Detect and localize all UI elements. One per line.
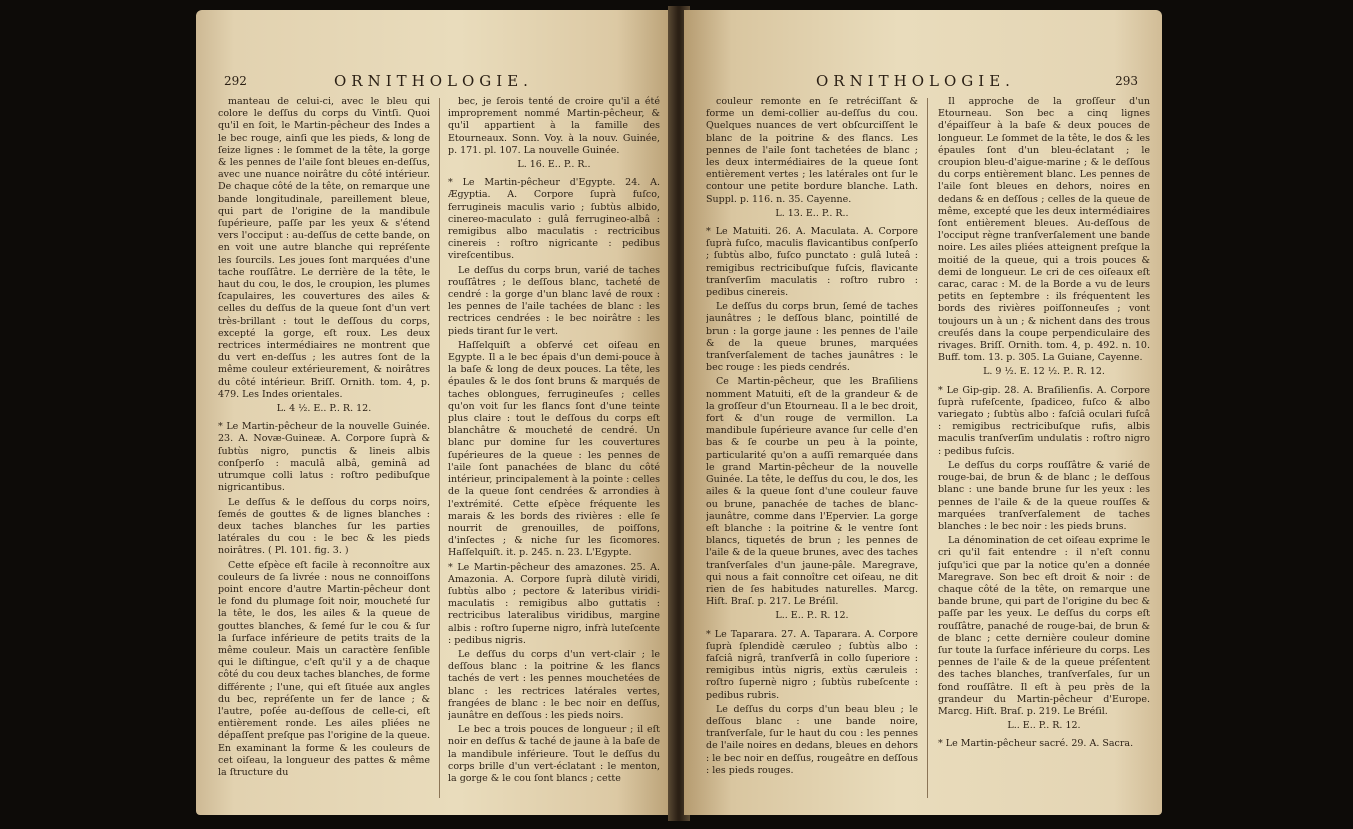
measurement-line: L. 16. E.. P.. R..	[517, 159, 591, 171]
species-entry: * Le Matuiti. 26. A. Maculata. A. Corpore ſuprà fuſco, maculis flavicantibus conſperſo ; ſubtùs albo, fuſco punctato : gulâ luteâ : remigibus rectricibuſque fuſcis, flavicante tranſverſim maculatis : roſtro rubro : pedibus cinereis.	[706, 226, 918, 299]
measurement-line: L.. E.. P.. R. 12.	[775, 610, 849, 622]
body-paragraph: Cette eſpèce eſt facile à reconnoître aux couleurs de ſa livrée : nous ne connoiſſons point encore d'autre Martin-pêcheur dont le fond du plumage ſoit noir, moucheté ſur la tête, le dos, les ailes & la queue de gouttes blanches, & ſemé ſur le cou & ſur la ſurface inférieure de petits traits de la même couleur. Mais un caractère ſenſible qui le diſtingue, c'eſt qu'il y a de chaque côté du cou deux taches blanches, de forme différente ; l'une, qui eſt ſituée aux angles du bec, repréſente un fer de lance ; & l'autre, poſée au-deſſous de celle-ci, eſt entièrement ronde. Les ailes pliées ne dépaſſent preſque pas l'origine de la queue. En examinant la forme & les couleurs de cet oiſeau, la longueur des pattes & même la ſtructure du	[218, 559, 430, 778]
running-title: ORNITHOLOGIE.	[334, 72, 533, 90]
body-paragraph: Il approche de la groſſeur d'un Etourneau. Son bec a cinq lignes d'épaiſſeur à la baſe & deux pouces de longueur. Le ſommet de la tête, le dos & les épaules ſont d'un bleu-éclatant ; le croupion bleu-d'aigue-marine ; & le deſſous du corps entièrement blanc. Les pennes de l'aile ſont bleues en dehors, noires en dedans & en deſſous ; celles de la queue de même, excepté que les deux intermédiaires ſont entièrement bleues. Au-deſſous de l'occiput règne tranſverſalement une bande noire. Les ailes pliées atteignent preſque la moitié de la queue, qui a trois pouces & demi de longueur. Le cri de ces oiſeaux eſt carac, carac : M. de la Borde a vu de leurs petits en ſeptembre : ils fréquentent les bords des rivières poiſſonneuſes ; vont toujours un à un ; & nichent dans des trous creuſés dans la coupe perpendiculaire des rivages. Briſſ. Ornith. tom. 4, p. 492. n. 10. Buff. tom. 13. p. 305. La Guiane, Cayenne.	[938, 96, 1150, 364]
measurement-line: L.. E.. P.. R. 12.	[1007, 720, 1081, 732]
body-paragraph: Le deſſus & le deſſous du corps noirs, ſemés de gouttes & de lignes blanches : deux taches blanches ſur les parties latérales du cou : le bec & les pieds noirâtres. ( Pl. 101. fig. 3. )	[218, 496, 430, 557]
page-number: 292	[224, 74, 247, 88]
measurement-line: L. 13. E.. P.. R..	[775, 207, 849, 219]
right-page-column-1	[706, 96, 918, 806]
right-page-column-2	[938, 96, 1150, 806]
body-paragraph: manteau de celui-ci, avec le bleu qui colore le deſſus du corps du Vintſi. Quoi qu'il en ſoit, le Martin-pêcheur des Indes a le bec rouge, ainſi que les pieds, & long de ſeize lignes : le ſommet de la tête, la gorge & les pennes de l'aile ſont bleues en-deſſus, avec une nuance noirâtre du côté intérieur. De chaque côté de la tête, on remarque une bande longitudinale, pareillement bleue, qui part de l'origine de la mandibule ſupérieure, paſſe par les yeux & s'étend vers l'occiput : au-deſſus de cette bande, on en voit une autre blanche qui repréſente les ſourcils. Les joues ſont marquées d'une tache rouſſâtre. Le derrière de la tête, le haut du cou, le dos, le croupion, les plumes ſcapulaires, les couvertures des ailes & celles du deſſus de la queue ſont d'un vert très-brillant : tout le deſſous du corps, excepté la gorge, eſt roux. Les deux rectrices intermédiaires ne montrent que du vert en-deſſus ; les autres ſont de la même couleur extérieurement, & noirâtres du côté intérieur. Briſſ. Ornith. tom. 4, p. 479. Les Indes orientales.	[218, 96, 430, 400]
body-paragraph: Le deſſus du corps brun, varié de taches rouſſâtres ; le deſſous blanc, tacheté de cendré : la gorge d'un blanc lavé de roux : les pennes de l'aile tachées de blanc : les rectrices cendrées : le bec noirâtre : les pieds tirant ſur le vert.	[448, 264, 660, 337]
running-title: ORNITHOLOGIE.	[816, 72, 1015, 90]
left-page-header	[196, 72, 674, 94]
column-rule	[927, 98, 928, 798]
species-entry: * Le Martin-pêcheur d'Egypte. 24. A. Ægyptia. A. Corpore ſuprà fuſco, ferrugineis maculis vario ; ſubtùs albido, cinereo-maculato : gulâ ferrugineo-albâ : remigibus albo maculatis : rectricibus cinereis : roſtro nigricante : pedibus vireſcentibus.	[448, 177, 660, 262]
body-paragraph: Le deſſus du corps brun, ſemé de taches jaunâtres ; le deſſous blanc, pointillé de brun : la gorge jaune : les pennes de l'aile & de la queue brunes, marquées tranſverſalement de taches jaunâtres : le bec rouge : les pieds cendrés.	[706, 301, 918, 374]
species-entry: * Le Martin-pêcheur des amazones. 25. A. Amazonia. A. Corpore ſuprà dilutè viridi, ſubtùs albo ; pectore & lateribus viridi-maculatis : remigibus albo guttatis : rectricibus lateralibus viridibus, margine albis : roſtro ſuperne nigro, infrà luteſcente : pedibus nigris.	[448, 561, 660, 646]
measurement-line: L. 4 ½. E.. P.. R. 12.	[276, 403, 372, 415]
body-paragraph: Haſſelquiſt a obſervé cet oiſeau en Egypte. Il a le bec épais d'un demi-pouce à la baſe & long de deux pouces. La tête, les épaules & le dos ſont bruns & marqués de taches oblongues, ferrugineuſes ; celles qu'on voit ſur les flancs ſont d'une teinte plus claire : tout le deſſous du corps eſt blanchâtre & moucheté de cendré. Un blanc pur domine ſur les couvertures ſupérieures de la queue : les pennes de l'aile ſont panachées de blanc du côté intérieur, principalement à la pointe : celles de la queue ſont cendrées & arrondies à l'extrémité. Cette eſpèce fréquente les marais & les bords des rivières : elle ſe nourrit de grenouilles, de poiſſons, d'inſectes ; & niche ſur les ſicomores. Haſſelquiſt. it. p. 245. n. 23. L'Egypte.	[448, 339, 660, 559]
body-paragraph: bec, je ſerois tenté de croire qu'il a été improprement nommé Martin-pêcheur, & qu'il appartient à la famille des Etourneaux. Sonn. Voy. à la nouv. Guinée, p. 171. pl. 107. La nouvelle Guinée.	[448, 96, 660, 156]
body-paragraph: Ce Martin-pêcheur, que les Braſiliens nomment Matuiti, eſt de la grandeur & de la groſſeur d'un Etourneau. Il a le bec droit, fort & d'un rouge de vermillon. La mandibule ſupérieure avance ſur celle d'en bas & ſe courbe un peu à la pointe, particularité qu'on a auſſi remarquée dans le grand Martin-pêcheur de la nouvelle Guinée. La tête, le deſſus du cou, le dos, les ailes & la queue ſont d'une couleur fauve ou brune, panachée de taches de blanc-jaunâtre, comme dans l'Epervier. La gorge eſt blanche : la poitrine & le ventre ſont blancs, tiquetés de brun ; les pennes de l'aile & de la queue brunes, avec des taches tranſverſales d'un jaune-pâle. Maregrave, qui nous a fait connoître cet oiſeau, ne dit rien de ſes habitudes naturelles. Marcg. Hiſt. Braſ. p. 217. Le Bréſil.	[706, 376, 918, 608]
right-page-header	[684, 72, 1162, 94]
species-entry: * Le Gip-gip. 28. A. Braſilienſis. A. Corpore ſuprà rufeſcente, ſpadiceo, fuſco & albo variegato ; ſubtùs albo : faſciâ oculari fuſcâ : remigibus rectricibuſque rufis, albis maculis tranſverſim undulatis : roſtro nigro : pedibus fuſcis.	[938, 384, 1150, 457]
species-entry: * Le Martin-pêcheur de la nouvelle Guinée. 23. A. Novæ-Guineæ. A. Corpore ſuprà & ſubtùs nigro, punctis & lineis albis conſperſo : maculâ albâ, geminâ ad utrumque colli latus : roſtro pedibuſque nigricantibus.	[218, 421, 430, 494]
body-paragraph: La dénomination de cet oiſeau exprime le cri qu'il fait entendre : il n'eſt connu juſqu'ici que par la notice qu'en a donnée Maregrave. Son bec eſt droit & noir : de chaque côté de la tête, on remarque une bande brune, qui part de l'origine du bec & paſſe par les yeux. Le deſſus du corps eſt rouſſâtre, panaché de rouge-bai, de brun & de blanc ; cette dernière couleur domine ſur toute la ſurface inférieure du corps. Les pennes de l'aile & de la queue préſentent des taches blanches, tranſverſales, ſur un fond rouſſâtre. Il eſt à peu près de la grandeur du Martin-pêcheur d'Europe. Marcg. Hiſt. Braſ. p. 219. Le Bréſil.	[938, 535, 1150, 717]
body-paragraph: couleur remonte en ſe retréciſſant & forme un demi-collier au-deſſus du cou. Quelques nuances de vert obſcurciſſent le blanc de la poitrine & des flancs. Les pennes de l'aile ſont tachetées de blanc ; les deux intermédiaires de la queue ſont entièrement vertes ; les latérales ont ſur le contour une petite bordure blanche. Lath. Suppl. p. 116. n. 35. Cayenne.	[706, 96, 918, 205]
left-page-column-2	[448, 96, 660, 806]
measurement-line: L. 9 ½. E. 12 ½. P.. R. 12.	[983, 366, 1105, 378]
left-page	[196, 10, 674, 815]
species-entry: * Le Taparara. 27. A. Taparara. A. Corpore ſuprà ſplendidè cæruleo ; ſubtùs albo : faſciâ nigrâ, tranſverſâ in collo ſuperiore : remigibus intùs nigris, extùs cæruleis : roſtro ſupernè nigro ; ſubtùs rubeſcente : pedibus rubris.	[706, 628, 918, 701]
body-paragraph: Le deſſus du corps rouſſâtre & varié de rouge-bai, de brun & de blanc ; le deſſous blanc : une bande brune ſur les yeux : les pennes de l'aile & de la queue rouſſes & marquées tranſverſalement de taches blanches : le bec noir : les pieds bruns.	[938, 459, 1150, 532]
column-rule	[439, 98, 440, 798]
body-paragraph: Le deſſus du corps d'un beau bleu ; le deſſous blanc : une bande noire, tranſverſale, ſur le haut du cou : les pennes de l'aile noires en dedans, bleues en dehors : le bec noir en deſſus, rougeâtre en deſſous : les pieds rouges.	[706, 703, 918, 776]
page-number: 293	[1115, 74, 1138, 88]
species-entry: * Le Martin-pêcheur sacré. 29. A. Sacra.	[938, 738, 1134, 750]
body-paragraph: Le bec a trois pouces de longueur ; il eſt noir en deſſus & taché de jaune à la baſe de la mandibule inférieure. Tout le deſſus du corps brille d'un vert-éclatant : le menton, la gorge & le cou ſont blancs ; cette	[448, 724, 660, 784]
right-page	[684, 10, 1162, 815]
body-paragraph: Le deſſus du corps d'un vert-clair ; le deſſous blanc : la poitrine & les flancs tachés de vert : les pennes mouchetées de blanc : les rectrices latérales vertes, frangées de blanc : le bec noir en deſſus, jaunâtre en deſſous : les pieds noirs.	[448, 648, 660, 721]
left-page-column-1	[218, 96, 430, 806]
